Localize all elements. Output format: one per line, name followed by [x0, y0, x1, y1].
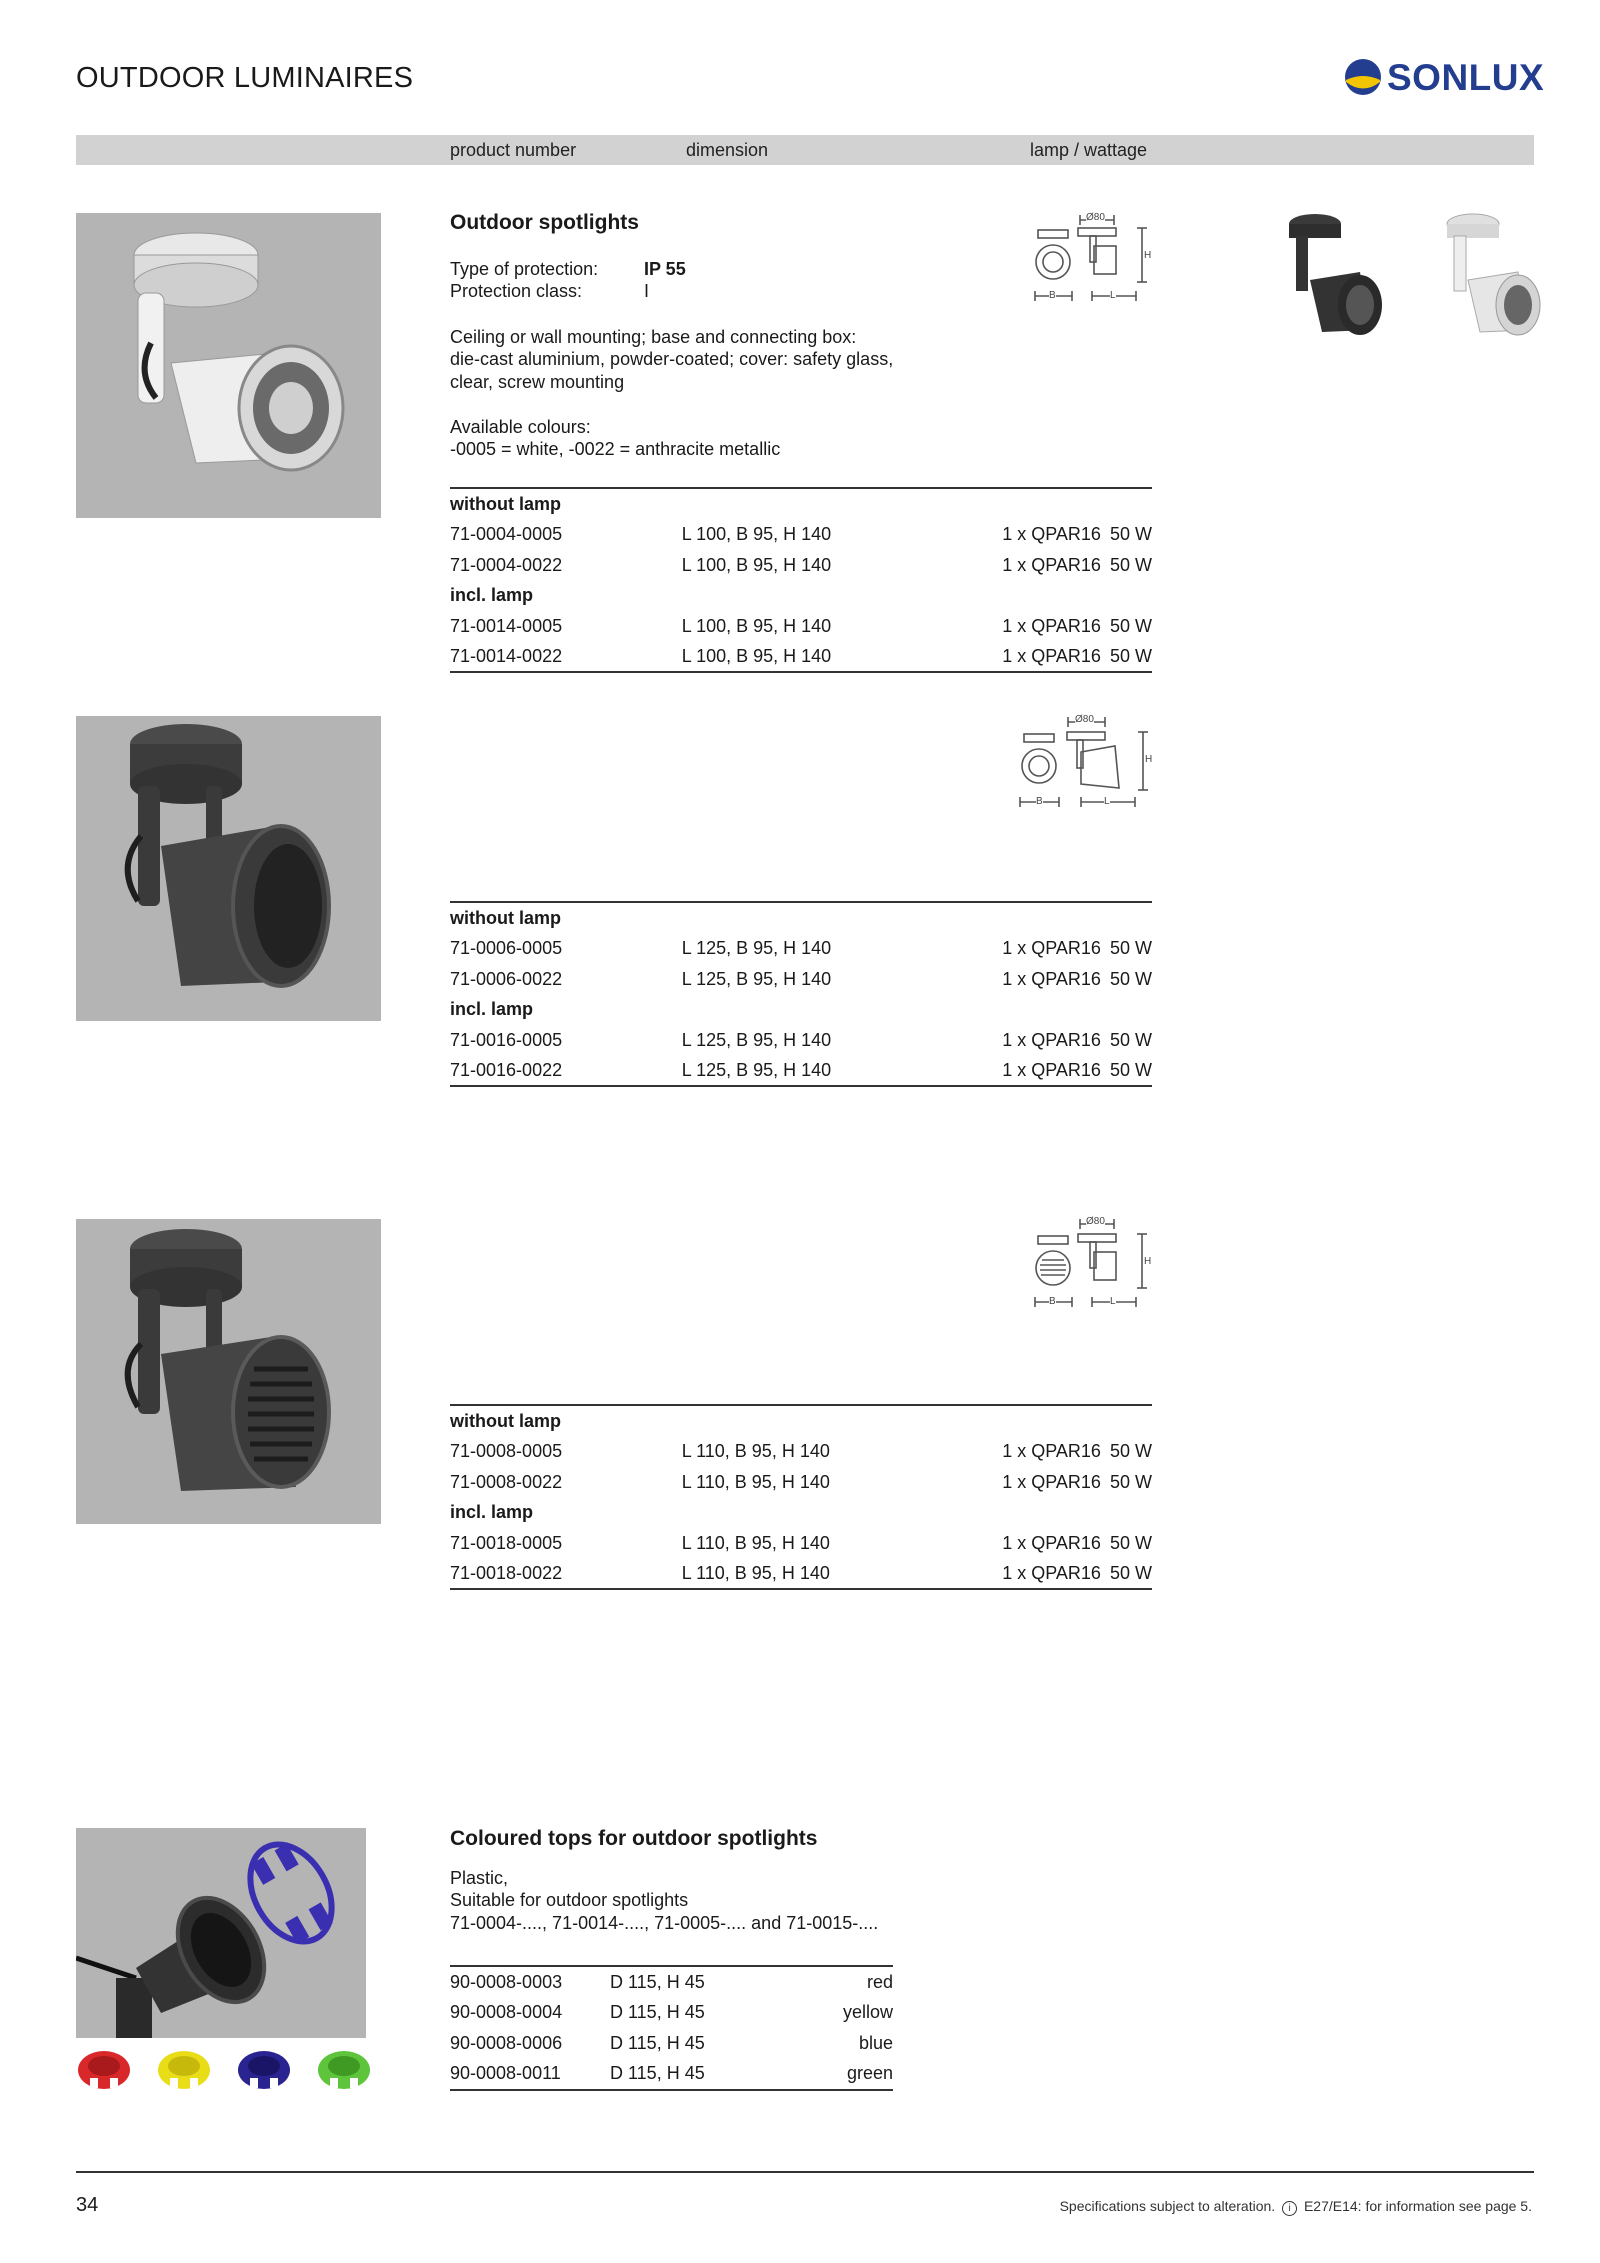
product-number: 71-0016-0022: [450, 1060, 563, 1081]
page-title: OUTDOOR LUMINAIRES: [76, 62, 414, 94]
product-number: 90-0008-0006: [450, 2032, 563, 2053]
table-1-bottom-rule: [450, 671, 1152, 673]
table-row: [450, 934, 1152, 965]
dimension-value: L 125, B 95, H 140: [681, 1029, 832, 1050]
table-row: [450, 1437, 1152, 1468]
dimension-value: L 125, B 95, H 140: [681, 968, 832, 989]
wattage: 50 W: [1109, 1471, 1152, 1492]
product-number: 71-0008-0005: [450, 1441, 563, 1462]
wattage: 50 W: [1109, 646, 1152, 667]
dimension-value: L 110, B 95, H 140: [681, 1471, 830, 1492]
tops-description-1: Plastic,: [450, 1868, 509, 1888]
product-number: 71-0004-0022: [450, 554, 563, 575]
footer-note-info: E27/E14: for information see page 5.: [1303, 2198, 1532, 2214]
product-number: 90-0008-0003: [450, 1971, 563, 1992]
table-row: [450, 1528, 1152, 1559]
drawing-l-label: L: [1110, 1296, 1116, 1307]
drawing-h-label: H: [1144, 1256, 1152, 1267]
col-dimension: dimension: [686, 140, 769, 160]
dimension-value: D 115, H 45: [610, 1971, 705, 1992]
drawing-diameter-label: Ø80: [1075, 714, 1094, 725]
dimension-value: L 100, B 95, H 140: [681, 646, 832, 667]
variant-photo-white: [1438, 210, 1543, 345]
dimension-drawing-2: [1015, 712, 1155, 812]
brand-name: SONLUX: [1387, 57, 1545, 98]
footer-note-alteration: Specifications subject to alteration.: [1059, 2198, 1276, 2214]
group-label-incl-lamp: incl. lamp: [450, 999, 534, 1020]
tops-table: [450, 1967, 893, 2089]
table-row: [450, 2028, 893, 2059]
lamp-type: 1 x QPAR16: [1002, 554, 1101, 575]
drawing-diameter-label: Ø80: [1086, 212, 1105, 223]
wattage: 50 W: [1109, 968, 1152, 989]
protection-class-label: Protection class:: [450, 281, 583, 301]
dimension-value: D 115, H 45: [610, 2032, 705, 2053]
lamp-type: 1 x QPAR16: [1002, 1471, 1101, 1492]
lamp-type: 1 x QPAR16: [1002, 968, 1101, 989]
tops-description-2: Suitable for outdoor spotlights: [450, 1890, 689, 1910]
product-number: 71-0006-0005: [450, 938, 563, 959]
spec-table-1: [450, 489, 1152, 672]
product-number: 71-0008-0022: [450, 1471, 563, 1492]
product-photo-louvred-spotlight: [76, 1219, 381, 1524]
page-number: 34: [76, 2194, 99, 2216]
dimension-value: L 100, B 95, H 140: [681, 615, 832, 636]
lamp-type: 1 x QPAR16: [1002, 1029, 1101, 1050]
lamp-type: 1 x QPAR16: [1002, 615, 1101, 636]
description-line-1: Ceiling or wall mounting; base and connecting box:: [450, 327, 857, 347]
table-row: [450, 611, 1152, 642]
group-label-incl-lamp: incl. lamp: [450, 585, 534, 606]
colour-name: green: [846, 2063, 893, 2084]
table-row: [450, 1056, 1152, 1087]
drawing-b-label: B: [1049, 1296, 1056, 1307]
colour-top-green: [316, 2048, 372, 2092]
variant-photo-anthracite: [1280, 210, 1385, 345]
product-photo-coloured-top: [76, 1828, 366, 2038]
lamp-type: 1 x QPAR16: [1002, 1563, 1101, 1584]
drawing-l-label: L: [1110, 290, 1116, 301]
group-label-without-lamp: without lamp: [450, 907, 561, 928]
column-header-bar: [76, 135, 1534, 165]
brand-logo: [1343, 56, 1545, 100]
table-row: [450, 964, 1152, 995]
dimension-value: L 100, B 95, H 140: [681, 524, 832, 545]
colour-name: red: [866, 1971, 893, 1992]
dimension-value: L 100, B 95, H 140: [681, 554, 832, 575]
product-number: 90-0008-0004: [450, 2002, 563, 2023]
lamp-type: 1 x QPAR16: [1002, 1532, 1101, 1553]
colour-top-red: [76, 2048, 132, 2092]
table-row: [450, 1559, 1152, 1590]
group-label-incl-lamp: incl. lamp: [450, 1502, 534, 1523]
wattage: 50 W: [1109, 1441, 1152, 1462]
product-number: 71-0004-0005: [450, 524, 563, 545]
section-title-coloured-tops: Coloured tops for outdoor spotlights: [450, 1827, 818, 1850]
dimension-value: L 125, B 95, H 140: [681, 938, 832, 959]
table-row: [450, 642, 1152, 673]
table-2-bottom-rule: [450, 1085, 1152, 1087]
group-label-without-lamp: without lamp: [450, 493, 561, 514]
product-number: 71-0014-0005: [450, 615, 563, 636]
spec-table-2: [450, 903, 1152, 1086]
group-label-without-lamp: without lamp: [450, 1410, 561, 1431]
table-row: [450, 1967, 893, 1998]
dimension-value: L 110, B 95, H 140: [681, 1532, 830, 1553]
dimension-value: D 115, H 45: [610, 2063, 705, 2084]
wattage: 50 W: [1109, 938, 1152, 959]
info-circle-icon: i: [1282, 2201, 1297, 2216]
colour-top-blue: [236, 2048, 292, 2092]
table-row: [450, 550, 1152, 581]
colour-top-yellow: [156, 2048, 212, 2092]
table-row: [450, 520, 1152, 551]
dimension-value: L 110, B 95, H 140: [681, 1441, 830, 1462]
drawing-b-label: B: [1036, 796, 1043, 807]
dimension-value: L 110, B 95, H 140: [681, 1563, 830, 1584]
drawing-h-label: H: [1145, 754, 1153, 765]
wattage: 50 W: [1109, 1532, 1152, 1553]
protection-class-value: I: [644, 281, 650, 301]
colours-value: -0005 = white, -0022 = anthracite metallic: [450, 439, 781, 459]
footer-rule: [76, 2171, 1534, 2173]
colours-label: Available colours:: [450, 417, 591, 437]
product-number: 71-0018-0022: [450, 1563, 563, 1584]
wattage: 50 W: [1109, 554, 1152, 575]
colour-name: blue: [858, 2032, 893, 2053]
drawing-b-label: B: [1049, 290, 1056, 301]
lamp-type: 1 x QPAR16: [1002, 938, 1101, 959]
wattage: 50 W: [1109, 615, 1152, 636]
footer-note: [1060, 2198, 1532, 2216]
product-photo-anthracite-spotlight: [76, 716, 381, 1021]
wattage: 50 W: [1109, 524, 1152, 545]
wattage: 50 W: [1109, 1563, 1152, 1584]
lamp-type: 1 x QPAR16: [1002, 1060, 1101, 1081]
drawing-diameter-label: Ø80: [1086, 1216, 1105, 1227]
description-line-3: clear, screw mounting: [450, 372, 625, 392]
colour-name: yellow: [842, 2002, 893, 2023]
table-3-bottom-rule: [450, 1588, 1152, 1590]
protection-type-value: IP 55: [644, 259, 686, 279]
drawing-l-label: L: [1104, 796, 1110, 807]
tops-description-3: 71-0004-...., 71-0014-...., 71-0005-.... and 71-0015-....: [450, 1913, 879, 1933]
product-number: 71-0016-0005: [450, 1029, 563, 1050]
section-title-spotlights: Outdoor spotlights: [450, 211, 639, 234]
product-number: 90-0008-0011: [450, 2063, 561, 2084]
lamp-type: 1 x QPAR16: [1002, 646, 1101, 667]
tops-table-bottom-rule: [450, 2089, 893, 2091]
product-number: 71-0014-0022: [450, 646, 563, 667]
description-line-2: die-cast aluminium, powder-coated; cover: safety glass,: [450, 349, 894, 369]
wattage: 50 W: [1109, 1060, 1152, 1081]
table-row: [450, 1025, 1152, 1056]
col-lamp-wattage: lamp / wattage: [1030, 140, 1148, 160]
spec-table-3: [450, 1406, 1152, 1589]
drawing-h-label: H: [1144, 250, 1152, 261]
lamp-type: 1 x QPAR16: [1002, 524, 1101, 545]
product-number: 71-0006-0022: [450, 968, 563, 989]
dimension-drawing-3: [1030, 1214, 1155, 1309]
lamp-type: 1 x QPAR16: [1002, 1441, 1101, 1462]
table-row: [450, 2059, 893, 2090]
product-photo-white-spotlight: [76, 213, 381, 518]
sonlux-logo-icon: [1343, 56, 1385, 98]
dimension-drawing-1: [1030, 210, 1155, 305]
table-row: [450, 1998, 893, 2029]
dimension-value: D 115, H 45: [610, 2002, 705, 2023]
product-number: 71-0018-0005: [450, 1532, 563, 1553]
dimension-value: L 125, B 95, H 140: [681, 1060, 832, 1081]
col-product-number: product number: [450, 140, 577, 160]
protection-type-label: Type of protection:: [450, 259, 599, 279]
table-row: [450, 1467, 1152, 1498]
wattage: 50 W: [1109, 1029, 1152, 1050]
